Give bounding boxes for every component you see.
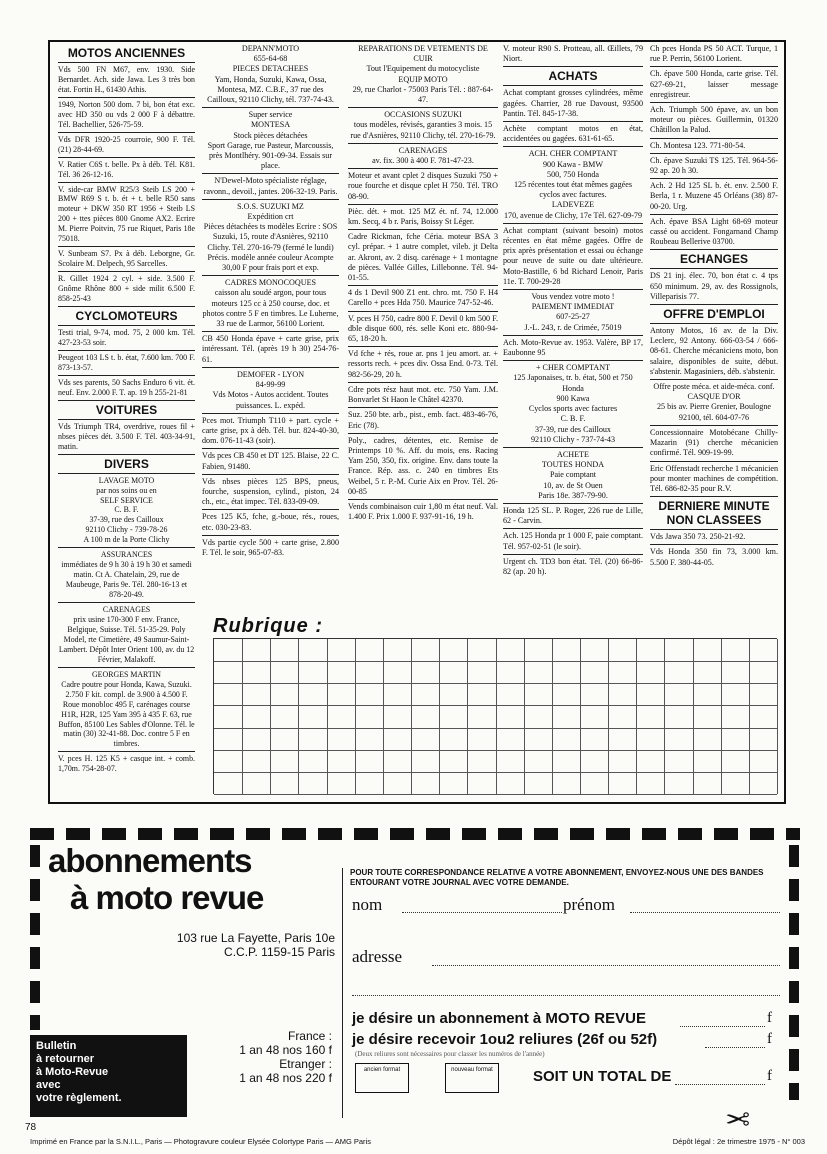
subscription-address: 103 rue La Fayette, Paris 10e C.C.P. 1159-15 Paris xyxy=(176,931,335,959)
ad-divider xyxy=(503,554,643,555)
ad-divider xyxy=(503,289,643,290)
ad-divider xyxy=(503,528,643,529)
rubrique-title: Rubrique : xyxy=(213,615,323,637)
cut-dash xyxy=(30,879,40,901)
classified-ad: R. Gillet 1924 2 cyl. + side. 3.500 F. Gnôme Rhône 800 + side milit 6.500 F. 858-25-43 xyxy=(58,274,195,304)
classified-ad: S.O.S. SUZUKI MZ Expédition crt Pièces détachées ts modèles Ecrire : SOS Suzuki, 15, route d'Asnières, 92110 Clichy. Tél. 270-16-79 (fermé le lundi) Précis. modèle année couleur Acompte 30,00 F pour frais port et exp. xyxy=(203,201,338,273)
grid-column-line xyxy=(298,639,299,794)
ad-divider xyxy=(58,325,195,326)
ad-divider xyxy=(650,268,778,269)
classified-ad: Antony Motos, 16 av. de la Div. Leclerc, 92 Antony. 666-03-54 / 666-08-61. Cherche mécaniciens moto, bon salaire, disponibles de suite, début. s'abstenir. Magasiniers, déb. s'abstenir. xyxy=(650,326,778,376)
classified-ad: CB 450 Honda épave + carte grise, prix intéressant. Tél. (après 19 h 30) 254-76-61. xyxy=(202,334,339,364)
classified-ad: Urgent ch. TD3 bon état. Tél. (20) 66-86-82 (ap. 20 h). xyxy=(503,556,643,576)
ad-divider xyxy=(202,331,339,332)
ancien-format-box[interactable]: ancien format xyxy=(355,1063,409,1093)
cut-dash xyxy=(462,828,486,840)
ad-divider xyxy=(650,304,778,305)
column-2 xyxy=(202,44,339,560)
classified-ad: Vds partie cycle 500 + carte grise, 2.800 F. Tél. le soir, 965-07-83. xyxy=(202,537,339,557)
section-heading: VOITURES xyxy=(95,402,158,417)
cut-dash xyxy=(789,879,799,901)
classified-ad: V. pces H. 125 K5 + casque int. + comb. 1,70m. 754-28-07. xyxy=(58,754,195,774)
grid-column-line xyxy=(242,639,243,794)
section-heading: ACHATS xyxy=(548,69,598,84)
cut-dash xyxy=(789,947,799,969)
nouveau-format-box[interactable]: nouveau format xyxy=(445,1063,499,1093)
classified-ad: ASSURANCES immédiates de 9 h 30 à 19 h 30 et samedi matin. Ct A. Chatelain, 29, rue de Maubeuge, Paris 9e. Tél. 280-16-13 et 878-20-49. xyxy=(61,550,192,600)
ad-grid[interactable] xyxy=(213,638,777,794)
ad-divider xyxy=(348,433,498,434)
ad-divider xyxy=(348,107,498,108)
ad-divider xyxy=(348,382,498,383)
abonnement-amount[interactable] xyxy=(680,1026,765,1027)
section-heading: OFFRE D'EMPLOI xyxy=(663,307,765,322)
ad-divider xyxy=(348,499,498,500)
page-number: 78 xyxy=(25,1122,37,1133)
classified-ad: DS 21 inj. élec. 70, bon état c. 4 tps 650 minimum. 29, av. des Rossignols, Villeparisis 77. xyxy=(650,271,778,301)
classified-ad: Vds nbses pièces 125 BPS, pneus, fourche, suspension, cylind., piston, 24 ch., etc., état impec. Tél. 833-09-09. xyxy=(202,476,339,507)
classified-ad: Achat comptant grosses cylindrées, même gagées. Charrier, 28 rue Davoust, 93500 Pantin. Tél. 845-17-38. xyxy=(503,88,643,118)
cut-dash xyxy=(174,828,198,840)
ad-divider xyxy=(58,400,195,401)
classified-ad: CADRES MONOCOQUES caisson alu soudé argon, pour tous moteurs 125 cc à 250 course, doc. et photos contre 5 F en timbres. Le Luherne, 33 rue de Larmor, 56100 Lorient. xyxy=(202,278,339,329)
classified-ad: 1949, Norton 500 dom. 7 bi, bon état exc. avec HD 350 ou vds 2 000 F à débattre. Tél. Bachellier, 526-75-59. xyxy=(58,99,195,129)
classified-ad: Honda 125 SL. P. Roger, 226 rue de Lille, 62 - Carvin. xyxy=(503,505,643,526)
ad-divider xyxy=(58,62,195,63)
classified-ad: 4 ds 1 Devil 900 Z1 ent. chro. mt. 750 F. H4 Carello + pces Hda 750. Maurice 747-52-46. xyxy=(348,288,498,308)
ad-divider xyxy=(348,311,498,312)
classified-ad: REPARATIONS DE VETEMENTS DE CUIR Tout l'Equipement du motocycliste EQUIP MOTO 29, rue Charlot - 75003 Paris Tél. : 887-64-47. xyxy=(352,44,494,105)
classified-ad: Pces mot. Triumph T110 + part. cycle + carte grise, px à déb. Tél. bur. 824-40-30, dom. 076-11-43 (soir). xyxy=(202,415,339,446)
classified-ad: + CHER COMPTANT 125 Japonaises, tr. b. état, 500 et 750 Honda 900 Kawa Cyclos sports avec factures C. B. F. 37-39, rue des Cailloux 92110 Clichy - 737-74-43 xyxy=(513,363,633,444)
classified-ad: Poly., cadres, détentes, etc. Remise de Printemps 10 %. Aff. du mois, ens. Racing Yam 250, 350, fix. origine. Env. dans toute la France. Rép. ass. c. 240 en timbres Ets Weibel, 5 r. P.-M. Curie Aix en Prov. Tél. 26-00-85 xyxy=(348,435,498,496)
cut-dash xyxy=(642,828,666,840)
footer xyxy=(30,1137,805,1146)
cut-dash xyxy=(390,828,414,840)
classified-ad: Vd fche + rés, roue ar. pns 1 jeu amort. ar. + ressorts rech. + pces div. Ossa End. 0-73. Tél. 982-56-29, 20 h. xyxy=(348,349,498,379)
section-heading: MOTOS ANCIENNES xyxy=(67,46,186,60)
ad-divider xyxy=(348,346,498,347)
ad-divider xyxy=(650,153,778,154)
ad-divider xyxy=(58,667,195,668)
cut-dash xyxy=(789,1015,799,1037)
ad-divider xyxy=(348,285,498,286)
ad-divider xyxy=(58,182,195,183)
ad-divider xyxy=(202,199,339,200)
subscription-title-1: abonnements xyxy=(48,842,252,879)
ad-divider xyxy=(503,223,643,224)
ad-divider xyxy=(58,375,195,376)
f-1: f xyxy=(767,1010,772,1026)
nom-field[interactable] xyxy=(402,912,562,913)
cut-dash xyxy=(789,1083,799,1100)
ad-divider xyxy=(650,496,778,497)
classified-ad: Pièc. dét. + mot. 125 MZ ét. nf. 74, 12.000 km. Secq, 4 b r. Paris, Boissy St Léger. xyxy=(348,206,498,227)
grid-column-line xyxy=(270,639,271,794)
ad-divider xyxy=(650,178,778,179)
classified-ad: Cadre Rickman, fche Céria. moteur BSA 3 cyl. prépar. + 1 autre complet, vileb. jt Delta ar. Akront, av. 2 disq. carénage + 1 montagne de pièces. Vallée Gilles, Lillebonne. Tél. 94-01-55. xyxy=(348,232,498,283)
subscription-prices: France : 1 an 48 nos 160 f Etranger : 1 an 48 nos 220 f xyxy=(239,1029,332,1085)
ad-divider xyxy=(202,173,339,174)
classified-ad: Ach. épave BSA Light 68-69 moteur cassé ou accident. Fongarnand Champ Roubeau Bellerive 03700. xyxy=(650,216,778,247)
cut-dash xyxy=(570,828,594,840)
column-5 xyxy=(650,44,778,570)
grid-row-line xyxy=(214,772,777,773)
classified-ad: Concessionnaire Motobécane Chilly-Mazarin (91) cherche mécanicien confirmé. Tél. 909-19-99. xyxy=(650,427,778,458)
column-1 xyxy=(58,44,195,776)
classified-ad: Ch. Montesa 123. 771-80-54. xyxy=(650,140,746,150)
ad-divider xyxy=(202,107,339,108)
footer-right: Dépôt légal : 2e trimestre 1975 - N° 003 xyxy=(672,1137,805,1146)
ad-divider xyxy=(58,271,195,272)
column-3 xyxy=(348,44,498,524)
grid-row-line xyxy=(214,750,777,751)
ad-divider xyxy=(202,474,339,475)
scissors-icon: ✂ xyxy=(725,1100,751,1135)
cut-dash xyxy=(282,828,306,840)
cut-dash xyxy=(246,828,270,840)
ad-divider xyxy=(650,214,778,215)
grid-column-line xyxy=(693,639,694,794)
classified-ad: V. Ratier C6S t. belle. Px à déb. Tél. K81. Tél. 36 26-12-16. xyxy=(58,159,195,179)
section-heading: DERNIERE MINUTE NON CLASSEES xyxy=(658,499,770,528)
classified-ad: DEMOFER - LYON 84-99-99 Vds Motos - Autos accident. Toutes puissances. L. expéd. xyxy=(212,369,329,410)
classified-ad: Vds pces CB 450 et DT 125. Blaise, 22 C. Fabien, 91480. xyxy=(202,451,339,471)
classified-ad: DEPANN'MOTO 655-64-68 PIECES DETACHEES Yam, Honda, Suzuki, Kawa, Ossa, Montesa, MZ. C.B.F., 37 rue des Cailloux, 92110 Clichy, tél. 737-74-43. xyxy=(207,44,334,105)
classified-ad: Ch. épave 500 Honda, carte grise. Tél. 627-69-21, laisser message enregistreur. xyxy=(650,69,778,99)
cut-dash xyxy=(30,1015,40,1030)
classified-ad: Pces 125 K5, fche, g.-boue, rés., roues, etc. 030-23-83. xyxy=(202,512,339,532)
ad-divider xyxy=(650,102,778,103)
ad-divider xyxy=(348,229,498,230)
grid-column-line xyxy=(721,639,722,794)
form-divider xyxy=(342,868,343,1118)
classified-ad: Vds 500 FN M67, env. 1930. Side Bernardet. Ach. side Jawa. Les 3 très bon état. Fortin H., 61430 Athis. xyxy=(58,65,195,94)
cut-dash xyxy=(210,828,234,840)
classified-ad: Vds DFR 1920-25 courroie, 900 F. Tél. (21) 28-44-69. xyxy=(58,134,195,154)
ad-divider xyxy=(202,413,339,414)
cut-dash xyxy=(66,828,90,840)
ad-divider xyxy=(58,473,195,474)
cut-dash xyxy=(30,981,40,1003)
grid-column-line xyxy=(411,639,412,794)
ad-divider xyxy=(348,204,498,205)
ad-divider xyxy=(202,275,339,276)
classified-ad: Cdre pots rész haut mot. etc. 750 Yam. J.M. Bonvarlet St Haon le Châtel 42370. xyxy=(348,384,498,405)
grid-column-line xyxy=(580,639,581,794)
ad-divider xyxy=(650,138,778,139)
grid-column-line xyxy=(552,639,553,794)
ad-divider xyxy=(202,448,339,449)
classified-ad: Ch pces Honda PS 50 ACT. Turque, 1 rue P. Perrin, 56100 Lorient. xyxy=(650,44,778,64)
ad-divider xyxy=(650,544,778,545)
cut-dash xyxy=(30,913,40,935)
ad-divider xyxy=(503,146,643,147)
cut-dash xyxy=(789,845,799,867)
classified-ad: Suz. 250 bte. arb., pist., emb. fact. 483-46-76, Eric (78). xyxy=(348,410,498,430)
classified-ad: Vds Triumph TR4, overdrive, roues fil + nbses pièces dét. 3.500 F. Tél. 403-34-91, matin. xyxy=(58,421,195,451)
grid-row-line xyxy=(214,661,777,662)
classified-ad: Ach. Triumph 500 épave, av. un bon moteur ou pièces. Guillermin, 01320 Châtillon la Palud. xyxy=(650,105,778,135)
ad-divider xyxy=(503,85,643,86)
ad-divider xyxy=(58,350,195,351)
cut-dash xyxy=(30,828,54,840)
ad-divider xyxy=(503,447,643,448)
ad-divider xyxy=(58,246,195,247)
classified-ad: Peugeot 103 LS t. b. état, 7.600 km. 700 F. 873-13-57. xyxy=(58,352,195,372)
ad-divider xyxy=(202,535,339,536)
cut-dash xyxy=(30,947,40,969)
cut-dash xyxy=(534,828,558,840)
ad-divider xyxy=(202,367,339,368)
cut-dash xyxy=(789,913,799,935)
ad-divider xyxy=(503,66,643,67)
cut-dash xyxy=(789,1049,799,1071)
ad-divider xyxy=(650,323,778,324)
ad-divider xyxy=(503,503,643,504)
desire-reliures: je désire recevoir 1ou2 reliures (26f ou 52f) xyxy=(352,1031,658,1048)
grid-row-line xyxy=(214,705,777,706)
grid-column-line xyxy=(636,639,637,794)
ad-divider xyxy=(650,425,778,426)
classified-ad: Ach. 125 Honda pr 1 000 F, paie comptant. Tél. 957-02-51 (le soir). xyxy=(503,531,643,551)
ad-divider xyxy=(58,132,195,133)
classified-ad: Ach. Moto-Revue av. 1953. Valère, BP 17, Eaubonne 95 xyxy=(503,337,643,358)
cut-dash xyxy=(678,828,702,840)
ad-divider xyxy=(202,509,339,510)
footer-left: Imprimé en France par la S.N.I.L., Paris — Photogravure couleur Elysée Colortype Paris — AMG Paris xyxy=(30,1137,371,1146)
adresse-field[interactable] xyxy=(432,965,780,966)
section-heading: DIVERS xyxy=(104,456,149,471)
ad-divider xyxy=(58,419,195,420)
classified-ad: Vds ses parents, 50 Sachs Enduro 6 vit. ét. neuf. Env. 2.000 F. T. ap. 19 h 255-21-81 xyxy=(58,377,195,397)
ad-divider xyxy=(348,407,498,408)
bulletin-box: Bulletin à retourner à Moto-Revue avec votre règlement. xyxy=(30,1035,187,1117)
cut-dash xyxy=(786,828,800,840)
prenom-field[interactable] xyxy=(630,912,780,913)
grid-column-line xyxy=(327,639,328,794)
column-4 xyxy=(503,44,643,579)
ad-divider xyxy=(58,97,195,98)
total-amount[interactable] xyxy=(675,1084,765,1085)
classified-ad: CARENAGES av. fix. 300 à 400 F. 781-47-23. xyxy=(372,145,474,166)
classified-ad: Vous vendez votre moto ! PAIEMENT IMMEDIAT 607-25-27 J.-L. 243, r. de Crimée, 75019 xyxy=(524,292,622,332)
ad-divider xyxy=(348,168,498,169)
cut-dash xyxy=(789,981,799,1003)
grid-row-line xyxy=(214,794,777,795)
cut-dash xyxy=(354,828,378,840)
classified-ad: Vds Honda 350 fin 73, 3.000 km. 5.500 F. 380-44-05. xyxy=(650,547,778,567)
classified-ad: LAVAGE MOTO par nos soins ou en SELF SERVICE C. B. F. 37-39, rue des Cailloux 92110 Clichy - 739-78-26 A 100 m de la Porte Clichy xyxy=(83,475,170,545)
ad-divider xyxy=(58,454,195,455)
ad-divider xyxy=(58,157,195,158)
section-heading: ECHANGES xyxy=(679,252,748,267)
ad-divider xyxy=(650,66,778,67)
classified-ad: Vds Jawa 350 73. 250-21-92. xyxy=(650,532,746,542)
cut-dash xyxy=(30,845,40,867)
ad-divider xyxy=(503,360,643,361)
classified-ad: Vends combinaison cuir 1,80 m état neuf. Val. 1.400 F. Prix 1.000 F. 937-91-16, 19 h. xyxy=(348,501,498,522)
grid-row-line xyxy=(214,683,777,684)
reliures-amount[interactable] xyxy=(705,1047,765,1048)
ad-divider xyxy=(650,249,778,250)
grid-column-line xyxy=(355,639,356,794)
subscription-form xyxy=(350,868,780,888)
adresse-label: adresse xyxy=(352,947,403,966)
section-heading: CYCLOMOTEURS xyxy=(75,309,178,324)
cut-dash xyxy=(606,828,630,840)
classified-ad: GEORGES MARTIN Cadre poutre pour Honda, Kawa, Suzuki. 2.750 F kit. compl. de 3.900 à 4.500 F. Roue monobloc 495 F, carénages course H1R, H2R, 125 Yam 395 à 435 F. 63, rue Buffon, 85100 Les Sables d'Olonne. Tél. le matin (30) 32-41-88. Doc. contre 5 F en timbres. xyxy=(58,669,195,749)
ad-divider xyxy=(58,306,195,307)
classified-ad: Offre poste méca. et aide-méca. conf. CASQUE D'OR 25 bis av. Pierre Grenier, Boulogne 92100, tél. 604-07-76 xyxy=(653,382,775,422)
f-2: f xyxy=(767,1031,772,1047)
ad-divider xyxy=(58,547,195,548)
grid-column-line xyxy=(467,639,468,794)
total-label: SOIT UN TOTAL DE xyxy=(533,1068,672,1085)
classified-ad: Super service MONTESA Stock pièces détachées Sport Garage, rue Pasteur, Marcoussis, près Montlhéry. 901-09-34. Essais sur place. xyxy=(207,110,334,171)
classified-ad: Eric Offenstadt recherche 1 mécanicien pour monter machines de compétition. Tél. 686-82-35 pour R.V. xyxy=(650,463,778,493)
grid-column-line xyxy=(777,639,778,794)
form-intro: POUR TOUTE CORRESPONDANCE RELATIVE A VOTRE ABONNEMENT, ENVOYEZ-NOUS UNE DES BANDES ENTOURANT VOTRE JOURNAL AVEC VOTRE DEMANDE. xyxy=(350,868,764,887)
classified-ad: Achat comptant (suivant besoin) motos récentes en état même gagées. Offre de prix après présentation et essai ou échange pour neuve de suite ou date ultérieure. Moto-Bastille, 6 bd Richard Lenoir, Paris 11e. T. 700-29-28 xyxy=(503,225,643,286)
cut-dash xyxy=(102,828,126,840)
grid-column-line xyxy=(496,639,497,794)
ad-divider xyxy=(348,143,498,144)
classified-ad: ACH. CHER COMPTANT 900 Kawa - BMW 500, 750 Honda 125 récentes tout état mêmes gagées cyclos avec factures. LADEVEZE 170, avenue de Clichy, 17e Tél. 627-09-79 xyxy=(503,149,642,220)
grid-column-line xyxy=(664,639,665,794)
classified-ad: Ach. 2 Hd 125 SL b. ét. env. 2.500 F. Berla, 1 r. Muzene 45 Orléans (38) 87-00-20. Urg. xyxy=(650,181,778,211)
ad-divider xyxy=(58,602,195,603)
adresse-field-2[interactable] xyxy=(352,995,780,996)
classified-ad: V. side-car BMW R25/3 Steib LS 200 + BMW R69 S t. b. ét + t. belle R50 sans moteur + DKW 350 RT 1956 + Steib LS 200 + ttes pièces 800 Gnome AX2. Ecrire M. Pierre Poitvin, 75 rue Riquet, Paris 18e 75018. xyxy=(58,184,195,244)
reliures-note: (Deux reliures sont nécessaires pour classer les numéros de l'année) xyxy=(355,1050,545,1058)
ad-divider xyxy=(650,529,778,530)
classified-ad: Moteur et avant cplet 2 disques Suzuki 750 + roue fourche et disque cplet H 750. Tél. TRO 08-90. xyxy=(348,171,498,201)
grid-column-line xyxy=(383,639,384,794)
classified-ad: ACHETE TOUTES HONDA Paie comptant 10, av. de St Ouen Paris 18e. 387-79-90. xyxy=(538,449,608,500)
classified-ad: V. moteur R90 S. Protteau, all. Œillets, 79 Niort. xyxy=(503,44,643,64)
cut-dash xyxy=(714,828,738,840)
classified-ad: Ch. épave Suzuki TS 125. Tél. 964-56-92 ap. 20 h 30. xyxy=(650,155,778,176)
rubrique-form xyxy=(205,612,783,800)
cut-dash xyxy=(138,828,162,840)
classified-ad: V. Sunbeam S7. Px à déb. Leborgne, Gr. Scolaire M. Delpech, 95 Sarcelles. xyxy=(58,249,195,269)
classified-ad: Testi trial, 9-74, mod. 75, 2 000 km. Tél. 427-23-53 soir. xyxy=(58,328,195,347)
prenom-label: prénom xyxy=(563,895,615,914)
f-3: f xyxy=(767,1068,772,1084)
cut-dash xyxy=(426,828,450,840)
desire-abonnement: je désire un abonnement à MOTO REVUE xyxy=(352,1010,646,1027)
cut-dash xyxy=(750,828,774,840)
subscription-title-2: à moto revue xyxy=(70,879,264,916)
cut-dash xyxy=(498,828,522,840)
classified-ad: OCCASIONS SUZUKI tous modèles, révisés, garanties 3 mois. 15 rue d'Asnières, 92110 Clichy, tél. 270-16-79. xyxy=(350,110,496,140)
ad-divider xyxy=(503,335,643,336)
grid-column-line xyxy=(439,639,440,794)
grid-column-line xyxy=(524,639,525,794)
grid-column-line xyxy=(608,639,609,794)
classified-ad: CARENAGES prix usine 170-300 F env. France, Belgique, Suisse. Tél. 51-35-29. Poly Model, rte Cimetière, 49 Saumur-Saint-Lambert. Dépôt Inter Orient 100, av. du 12 Février, Malakoff. xyxy=(58,605,195,664)
ad-divider xyxy=(503,121,643,122)
grid-column-line xyxy=(749,639,750,794)
classified-ad: Achète comptant motos en état, accidentées ou gagées. 631-61-65. xyxy=(503,124,643,144)
classified-ad: N'Dewel-Moto spécialiste réglage, ravonn., devoil., jantes. 206-32-19. Paris. xyxy=(203,176,338,196)
ad-divider xyxy=(58,751,195,752)
ad-divider xyxy=(650,461,778,462)
grid-row-line xyxy=(214,728,777,729)
ad-divider xyxy=(650,379,778,380)
classified-ad: V. pces H 750, cadre 800 F. Devil 0 km 500 F. dble disque 600, rés. selle Koni etc. 880-94-65, 18-20 h. xyxy=(348,313,498,344)
nom-label: nom xyxy=(352,895,383,914)
cut-dash xyxy=(318,828,342,840)
